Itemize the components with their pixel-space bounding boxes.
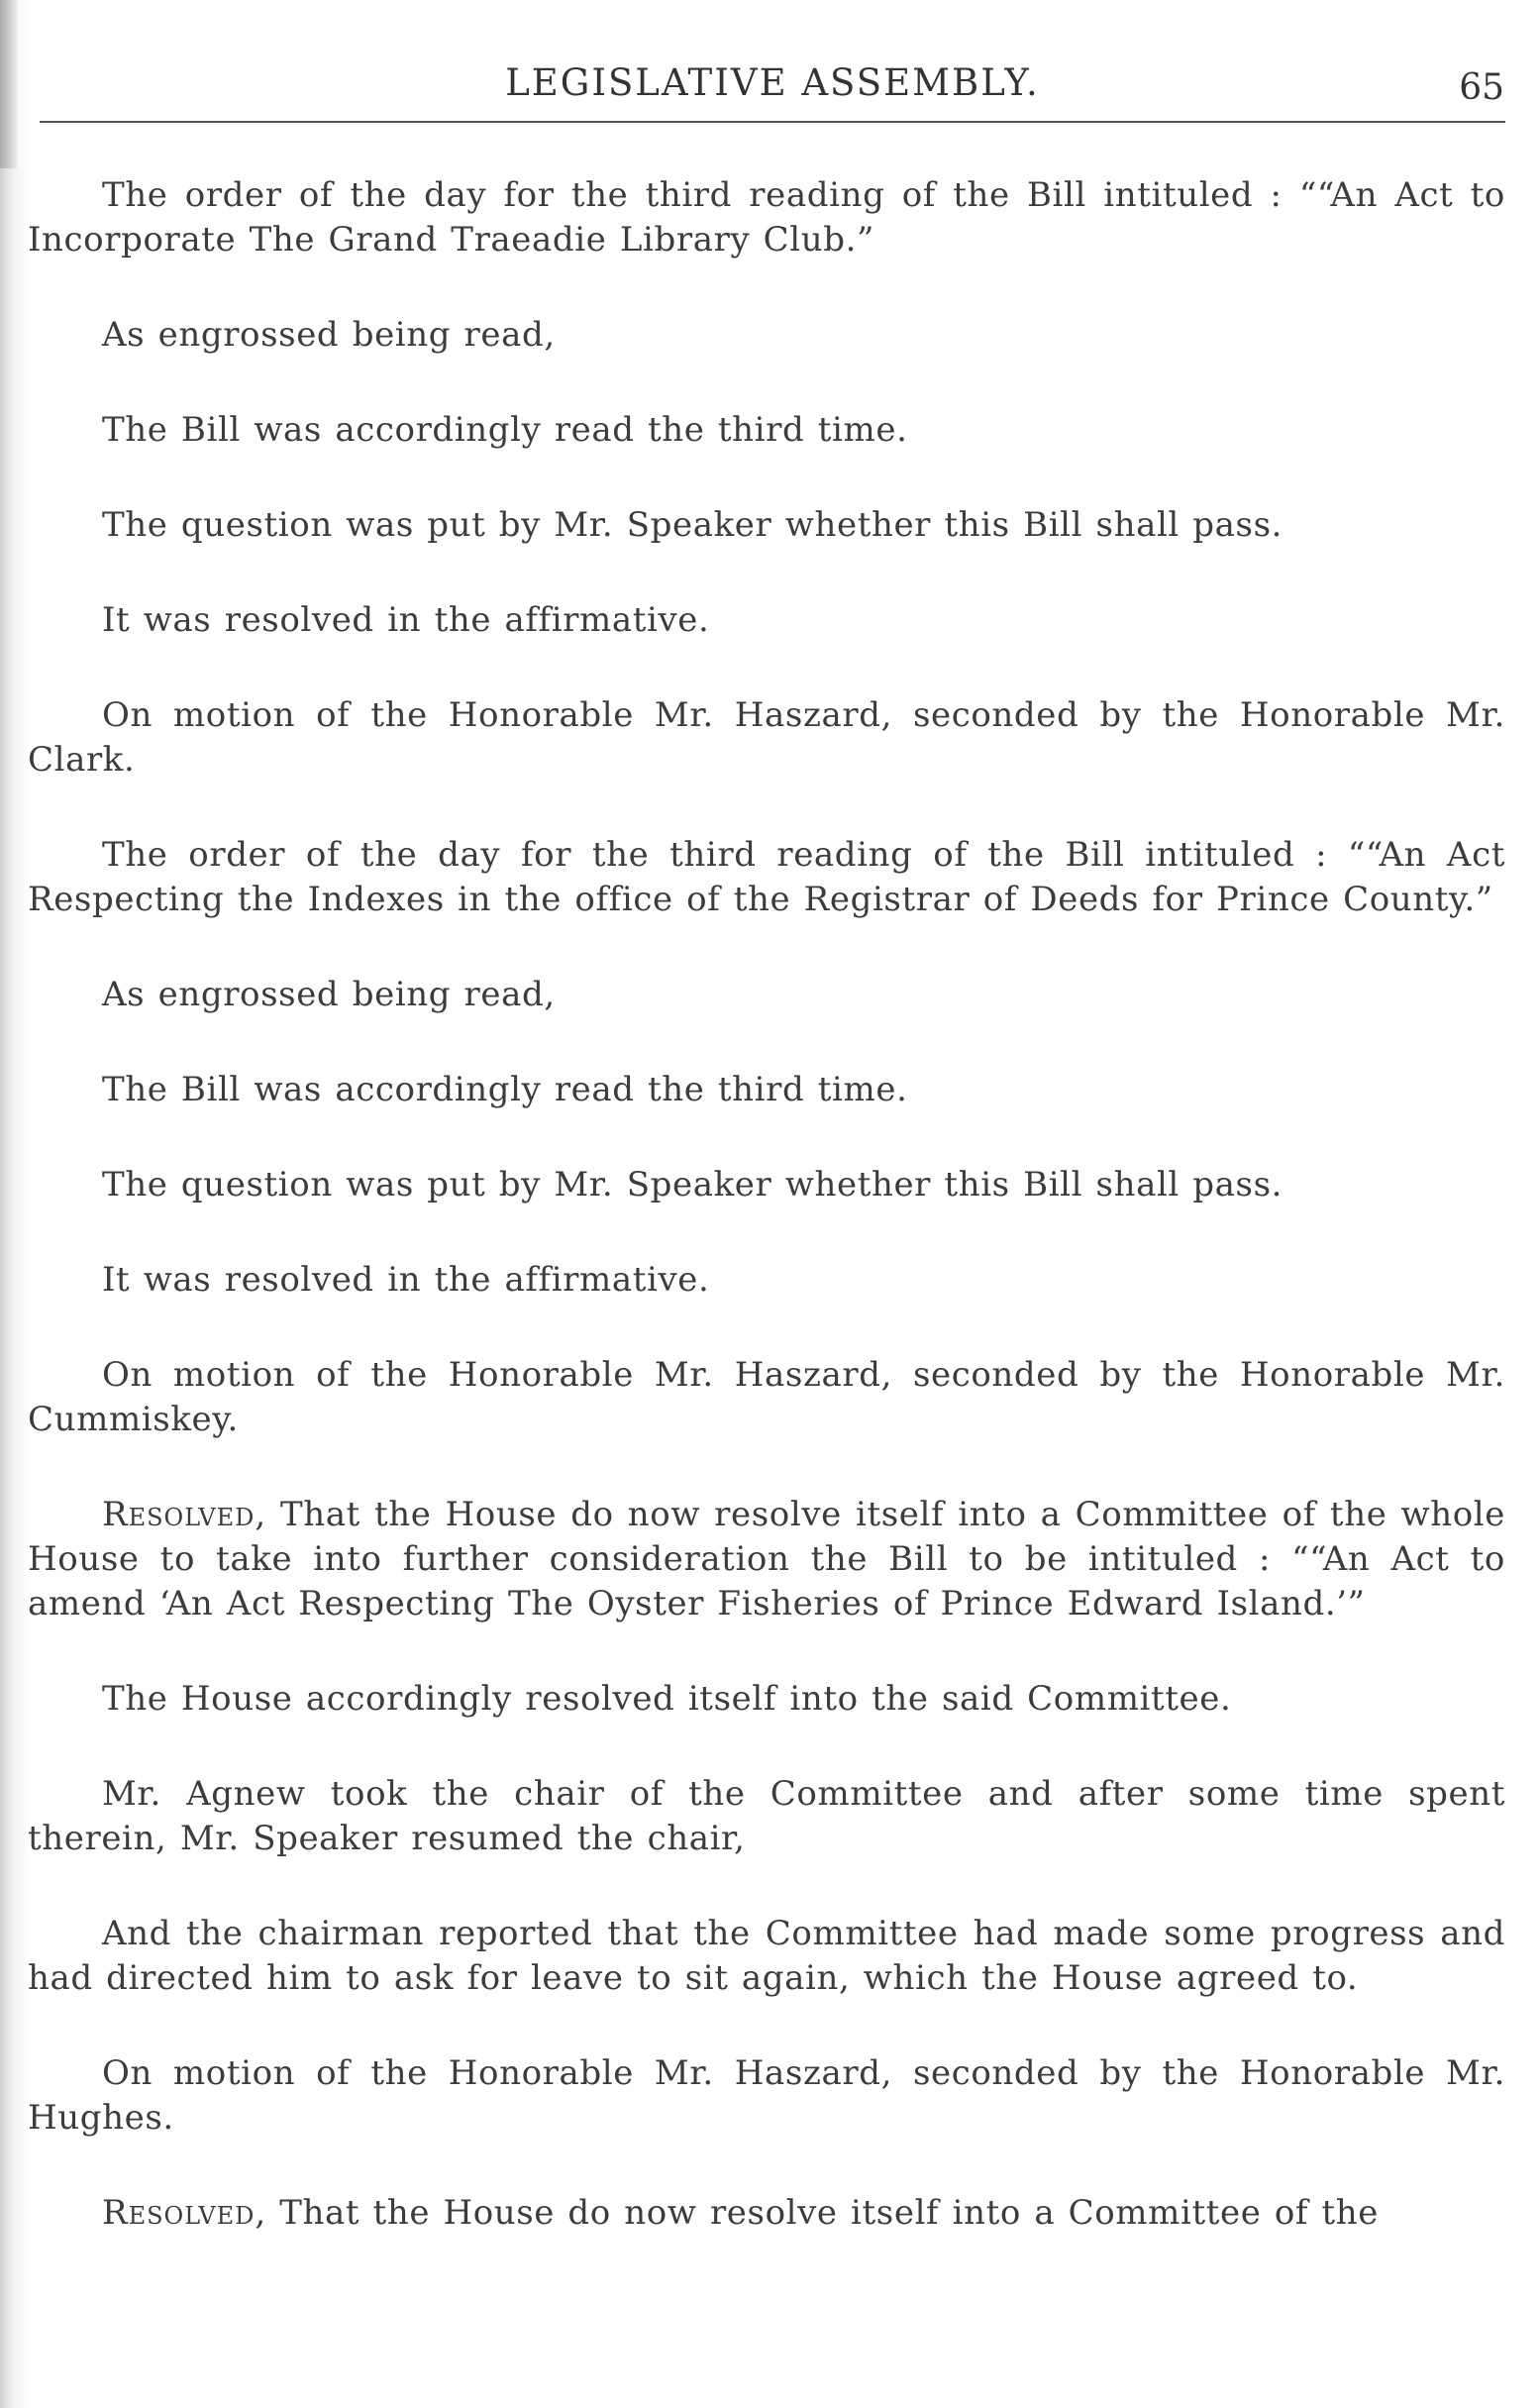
running-head: LEGISLATIVE ASSEMBLY. bbox=[505, 61, 1040, 104]
paragraph: On motion of the Honorable Mr. Haszard, seconded by the Honorable Mr. Hughes. bbox=[28, 2053, 1505, 2138]
resolved-lead: Resolved bbox=[102, 2193, 256, 2233]
paragraph: As engrossed being read, bbox=[102, 315, 556, 355]
header-rule bbox=[40, 121, 1505, 123]
paragraph: The order of the day for the third reading of the Bill intituled : ““An Act Respecting the Indexes in the office of the Registrar of Deeds for Prince County.” bbox=[28, 835, 1505, 919]
paragraph: On motion of the Honorable Mr. Haszard, seconded by the Honorable Mr. Cummiskey. bbox=[28, 1355, 1505, 1439]
paragraph: The House accordingly resolved itself into the said Committee. bbox=[102, 1679, 1232, 1719]
paragraph: As engrossed being read, bbox=[102, 975, 556, 1014]
body-text bbox=[28, 173, 1505, 2286]
resolved-lead: Resolved bbox=[102, 1495, 256, 1534]
paragraph: It was resolved in the affirmative. bbox=[102, 1260, 710, 1300]
paragraph: The order of the day for the third reading of the Bill intituled : ““An Act to Incorporate The Grand Traeadie Library Club.” bbox=[28, 175, 1505, 260]
paragraph: Mr. Agnew took the chair of the Committee and after some time spent therein, Mr. Speaker resumed the chair, bbox=[28, 1774, 1505, 1858]
paragraph: And the chairman reported that the Committee had made some progress and had directed him to ask for leave to sit again, which the House agreed to. bbox=[28, 1914, 1505, 1998]
paragraph: On motion of the Honorable Mr. Haszard, seconded by the Honorable Mr. Clark. bbox=[28, 695, 1505, 780]
page-edge-shadow bbox=[0, 0, 30, 2408]
page-header bbox=[0, 61, 1540, 121]
paragraph: Resolved, That the House do now resolve itself into a Committee of the bbox=[102, 2193, 1379, 2233]
paragraph: It was resolved in the affirmative. bbox=[102, 600, 710, 640]
paragraph: The question was put by Mr. Speaker whether this Bill shall pass. bbox=[102, 505, 1283, 545]
paragraph: The Bill was accordingly read the third time. bbox=[102, 410, 908, 450]
paragraph: Resolved, That the House do now resolve itself into a Committee of the whole House to take into further consideration the Bill to be intituled : ““An Act to amend ‘An Act Respecting The Oyster Fisheries of Prince Edward Island.’” bbox=[28, 1495, 1505, 1623]
page-number: 65 bbox=[1459, 67, 1504, 108]
paragraph: The Bill was accordingly read the third time. bbox=[102, 1070, 908, 1109]
paragraph: The question was put by Mr. Speaker whether this Bill shall pass. bbox=[102, 1165, 1283, 1204]
